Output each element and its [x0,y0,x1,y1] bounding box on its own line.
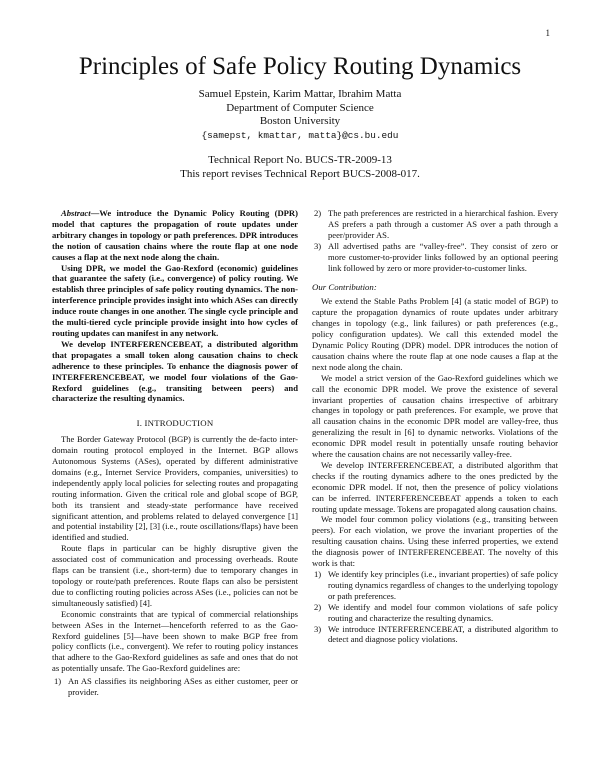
department: Department of Computer Science [226,101,374,114]
list-item [312,602,558,624]
list-text: An AS classifies its neighboring ASes as either customer, peer or provider. [68,676,298,698]
intro-p1: The Border Gateway Protocol (BGP) is currently the de-facto inter-domain routing protocol employed in the Internet. BGP allows Autonomous Systems (ASes), operated by different administrative domains (e.g., Internet Service Providers, companies, universities) to independently apply local policies for selecting routes and propagating routing information. Given the critical role and global scope of BGP, both its transient and steady-state performance have received significant attention, and problems related to delayed convergence [1] and potential instability [2], [3] (i.e., route oscillations/flaps) have been identified and studied. [52,434,298,543]
list-text: All advertised paths are “valley-free”. They consist of zero or more customer-to-provider links followed by an optional peering link followed by zero or more provider-to-customer links. [328,240,558,273]
section-heading-introduction: I. INTRODUCTION [136,418,214,429]
university: Boston University [259,115,341,127]
list-item [312,208,558,241]
contribution-p3: We develop INTERFERENCEBEAT, a distributed algorithm that checks if the routing dynamics adhere to the ones predicted by the economic DPR model. If not, then the presence of policy violations can be inferred. INTERFERENCEBEAT appends a token to each routing update message. Tokens are propagated along causation chains. [312,459,558,514]
list-text: We introduce INTERFERENCEBEAT, a distributed algorithm to detect and diagnose policy violations. [328,623,558,645]
list-number: 1) [54,676,62,687]
list-number: 3) [314,240,322,251]
abstract-label: Abstract [61,208,91,218]
author-emails: {samepst, kmattar, matta}@cs.bu.edu [201,129,399,141]
list-text: We identify key principles (i.e., invariant properties) of safe policy routing dynamics regardless of changes to the underlying topology or path preferences. [328,569,558,601]
list-item [312,569,558,602]
abstract [52,208,298,404]
list-number: 2) [314,208,322,218]
list-item [312,241,558,274]
paper-title: Principles of Safe Policy Routing Dynamics [78,53,522,80]
report-number: Technical Report No. BUCS-TR-2009-13 [208,154,392,166]
list-number: 2) [314,601,322,612]
abstract-p1: —We introduce the Dynamic Policy Routing (DPR) model that captures the propagation of route updates under arbitrary changes in topology or path preferences. DPR introduces the notion of causation chains where the route flap at one node causes a flap at the next node along the chain. [52,208,298,262]
list-item [52,676,298,698]
intro-p2: Route flaps in particular can be highly disruptive given the associated cost of communication and processing overheads. Route flaps can be transient (i.e., short-term) due to temporary changes in topology or route/path preferences. Route flaps can also be persistent due to conflicting routing policies across ASes (i.e., policies can not be simultaneously satisfied) [4]. [52,543,298,608]
abstract-p3: We develop INTERFERENCEBEAT, a distributed algorithm that propagates a small token along causation chains to check adherence to these principles. To enhance the diagnosis power of INTERFERENCEBEAT, we model four violations of the Gao-Rexford guidelines (e.g., transiting between peers) and characterize the resulting dynamics. [52,338,298,404]
report-info [0,154,600,181]
contribution-p2: We model a strict version of the Gao-Rexford guidelines which we call the economic DPR model. We prove the existence of several invariant properties of causation chains irrespective of arbitrary changes in topology or path preferences. For example, we prove that all causation chains in the economic DPR model are valley-free, thus generalizing the result in [6] to dynamic networks. Violations of the economic DPR model result in potentially unsafe routing behavior where the causation chains are not necessarily valley-free. [312,372,558,460]
list-number: 3) [314,623,322,634]
guidelines-list-continued [312,208,558,273]
abstract-p2: Using DPR, we model the Gao-Rexford (economic) guidelines that guarantee the safety (i.e., convergence) of policy routing. We establish three principles of safe policy routing dynamics. The non-interference principle provides insight into which ASes can directly induce route changes in one another. The single cycle principle and the multi-tiered cycle principle provide insight into how cycles of routing updates can manifest in any network. [52,262,298,338]
list-item [312,624,558,646]
contribution-p1: We extend the Stable Paths Problem [4] (a static model of BGP) to capture the propagation dynamics of route updates under arbitrary changes in topology (e.g., link failures) or path preferences (e.g., policy configuration updates). We call this extended model the Dynamic Policy Routing (DPR) model. DPR introduces the notion of causation chains where the route flap at one node causes a flap at the next node along the chain. [312,296,558,372]
subsection-heading-contribution: Our Contribution: [312,282,377,293]
page-number: 1 [545,28,550,38]
author-block [0,88,600,142]
author-names: Samuel Epstein, Karim Mattar, Ibrahim Matta [198,88,402,100]
list-number: 1) [314,569,322,579]
left-column [52,208,298,698]
contribution-p4: We model four common policy violations (e.g., transiting between peers). For each violation, we prove the invariant properties of the resulting causation chains. Using these inferred properties, we extend the diagnosis power of INTERFERENCEBEAT. The novelty of this work is that: [312,514,558,569]
novelty-list [312,569,558,645]
right-column [312,208,558,645]
intro-p3: Economic constraints that are typical of commercial relationships between ASes in the Internet—henceforth referred to as the Gao-Rexford guidelines [5]—have been shown to make BGP free from policy conflicts (i.e., convergent). We refer to routing policy instances that adhere to the Gao-Rexford guidelines as safe and ones that do not as potentially unsafe. The Gao-Rexford guidelines are: [52,608,298,674]
list-text: The path preferences are restricted in a hierarchical fashion. Every AS prefers a path through a customer AS over a path through a peer/provider AS. [328,208,558,240]
guidelines-list [52,676,298,698]
list-text: We identify and model four common violations of safe policy routing and characterize the resulting dynamics. [328,601,558,623]
report-revises: This report revises Technical Report BUCS-2008-017. [180,167,420,180]
